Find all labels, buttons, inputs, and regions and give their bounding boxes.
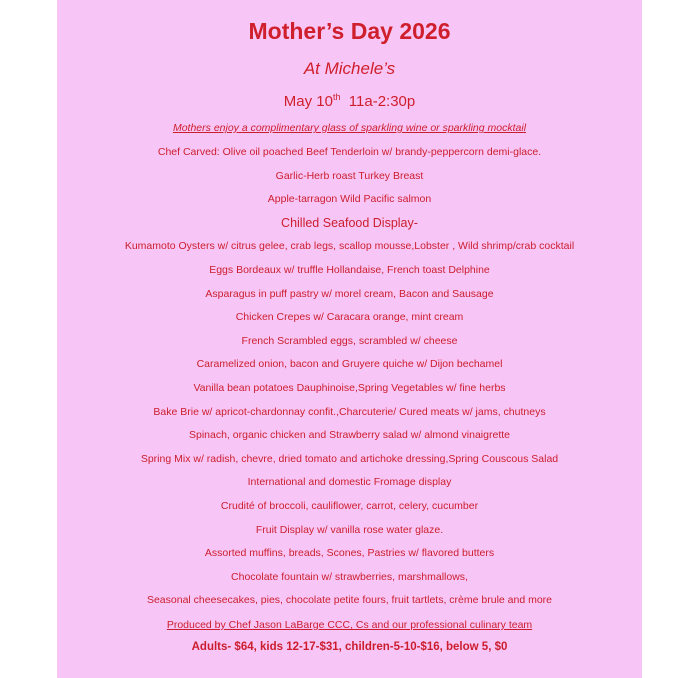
- menu-item: Apple-tarragon Wild Pacific salmon: [267, 193, 432, 206]
- event-time: 11a-2:30p: [348, 93, 416, 110]
- menu-item: Asparagus in puff pastry w/ morel cream, Bacon and Sausage: [205, 287, 494, 300]
- menu-item: Spinach, organic chicken and Strawberry salad w/ almond vinaigrette: [188, 429, 510, 442]
- menu-item: French Scrambled eggs, scrambled w/ cheese: [241, 334, 458, 347]
- menu-item: Caramelized onion, bacon and Gruyere quiche w/ Dijon bechamel: [196, 358, 503, 371]
- menu-item: Seasonal cheesecakes, pies, chocolate petite fours, fruit tartlets, crème brule and more: [146, 594, 553, 607]
- menu-section-heading: Chilled Seafood Display-: [281, 215, 418, 230]
- chef-credit: Produced by Chef Jason LaBarge CCC, Cs and our professional culinary team: [166, 619, 533, 631]
- menu-item: Bake Brie w/ apricot-chardonnay confit.,Charcuterie/ Cured meats w/ jams, chutneys: [153, 405, 546, 418]
- event-date-suffix: th: [332, 92, 341, 102]
- menu-item: Crudité of broccoli, cauliflower, carrot, celery, cucumber: [220, 499, 479, 512]
- price-list: Adults- $64, kids 12-17-$31, children-5-10-$16, below 5, $0: [191, 641, 508, 653]
- menu-item: Fruit Display w/ vanilla rose water glaze.: [255, 523, 444, 536]
- flyer-title: Mother’s Day 2026: [248, 18, 451, 44]
- menu-item: Vanilla bean potatoes Dauphinoise,Spring Vegetables w/ fine herbs: [193, 381, 506, 394]
- menu-item: Eggs Bordeaux w/ truffle Hollandaise, French toast Delphine: [209, 263, 490, 276]
- menu-item: Chocolate fountain w/ strawberries, marshmallows,: [231, 570, 468, 583]
- menu-item: Chef Carved: Olive oil poached Beef Tenderloin w/ brandy-peppercorn demi-glace.: [157, 146, 542, 158]
- menu-list: [57, 144, 642, 616]
- menu-item: International and domestic Fromage display: [247, 476, 452, 489]
- event-date: [57, 92, 642, 110]
- menu-item: Chicken Crepes w/ Caracara orange, mint cream: [235, 311, 464, 324]
- menu-item: Spring Mix w/ radish, chevre, dried tomato and artichoke dressing,Spring Couscous Salad: [140, 452, 559, 465]
- event-date-day: May 10: [283, 93, 333, 110]
- promo-note: Mothers enjoy a complimentary glass of sparkling wine or sparkling mocktail: [172, 122, 527, 134]
- menu-flyer: [57, 0, 642, 678]
- menu-item: Assorted muffins, breads, Scones, Pastries w/ flavored butters: [204, 547, 495, 560]
- flyer-subtitle: At Michele’s: [303, 59, 396, 78]
- menu-item: Kumamoto Oysters w/ citrus gelee, crab legs, scallop mousse,Lobster , Wild shrimp/crab cocktail: [124, 240, 575, 253]
- menu-item: Garlic-Herb roast Turkey Breast: [275, 169, 424, 182]
